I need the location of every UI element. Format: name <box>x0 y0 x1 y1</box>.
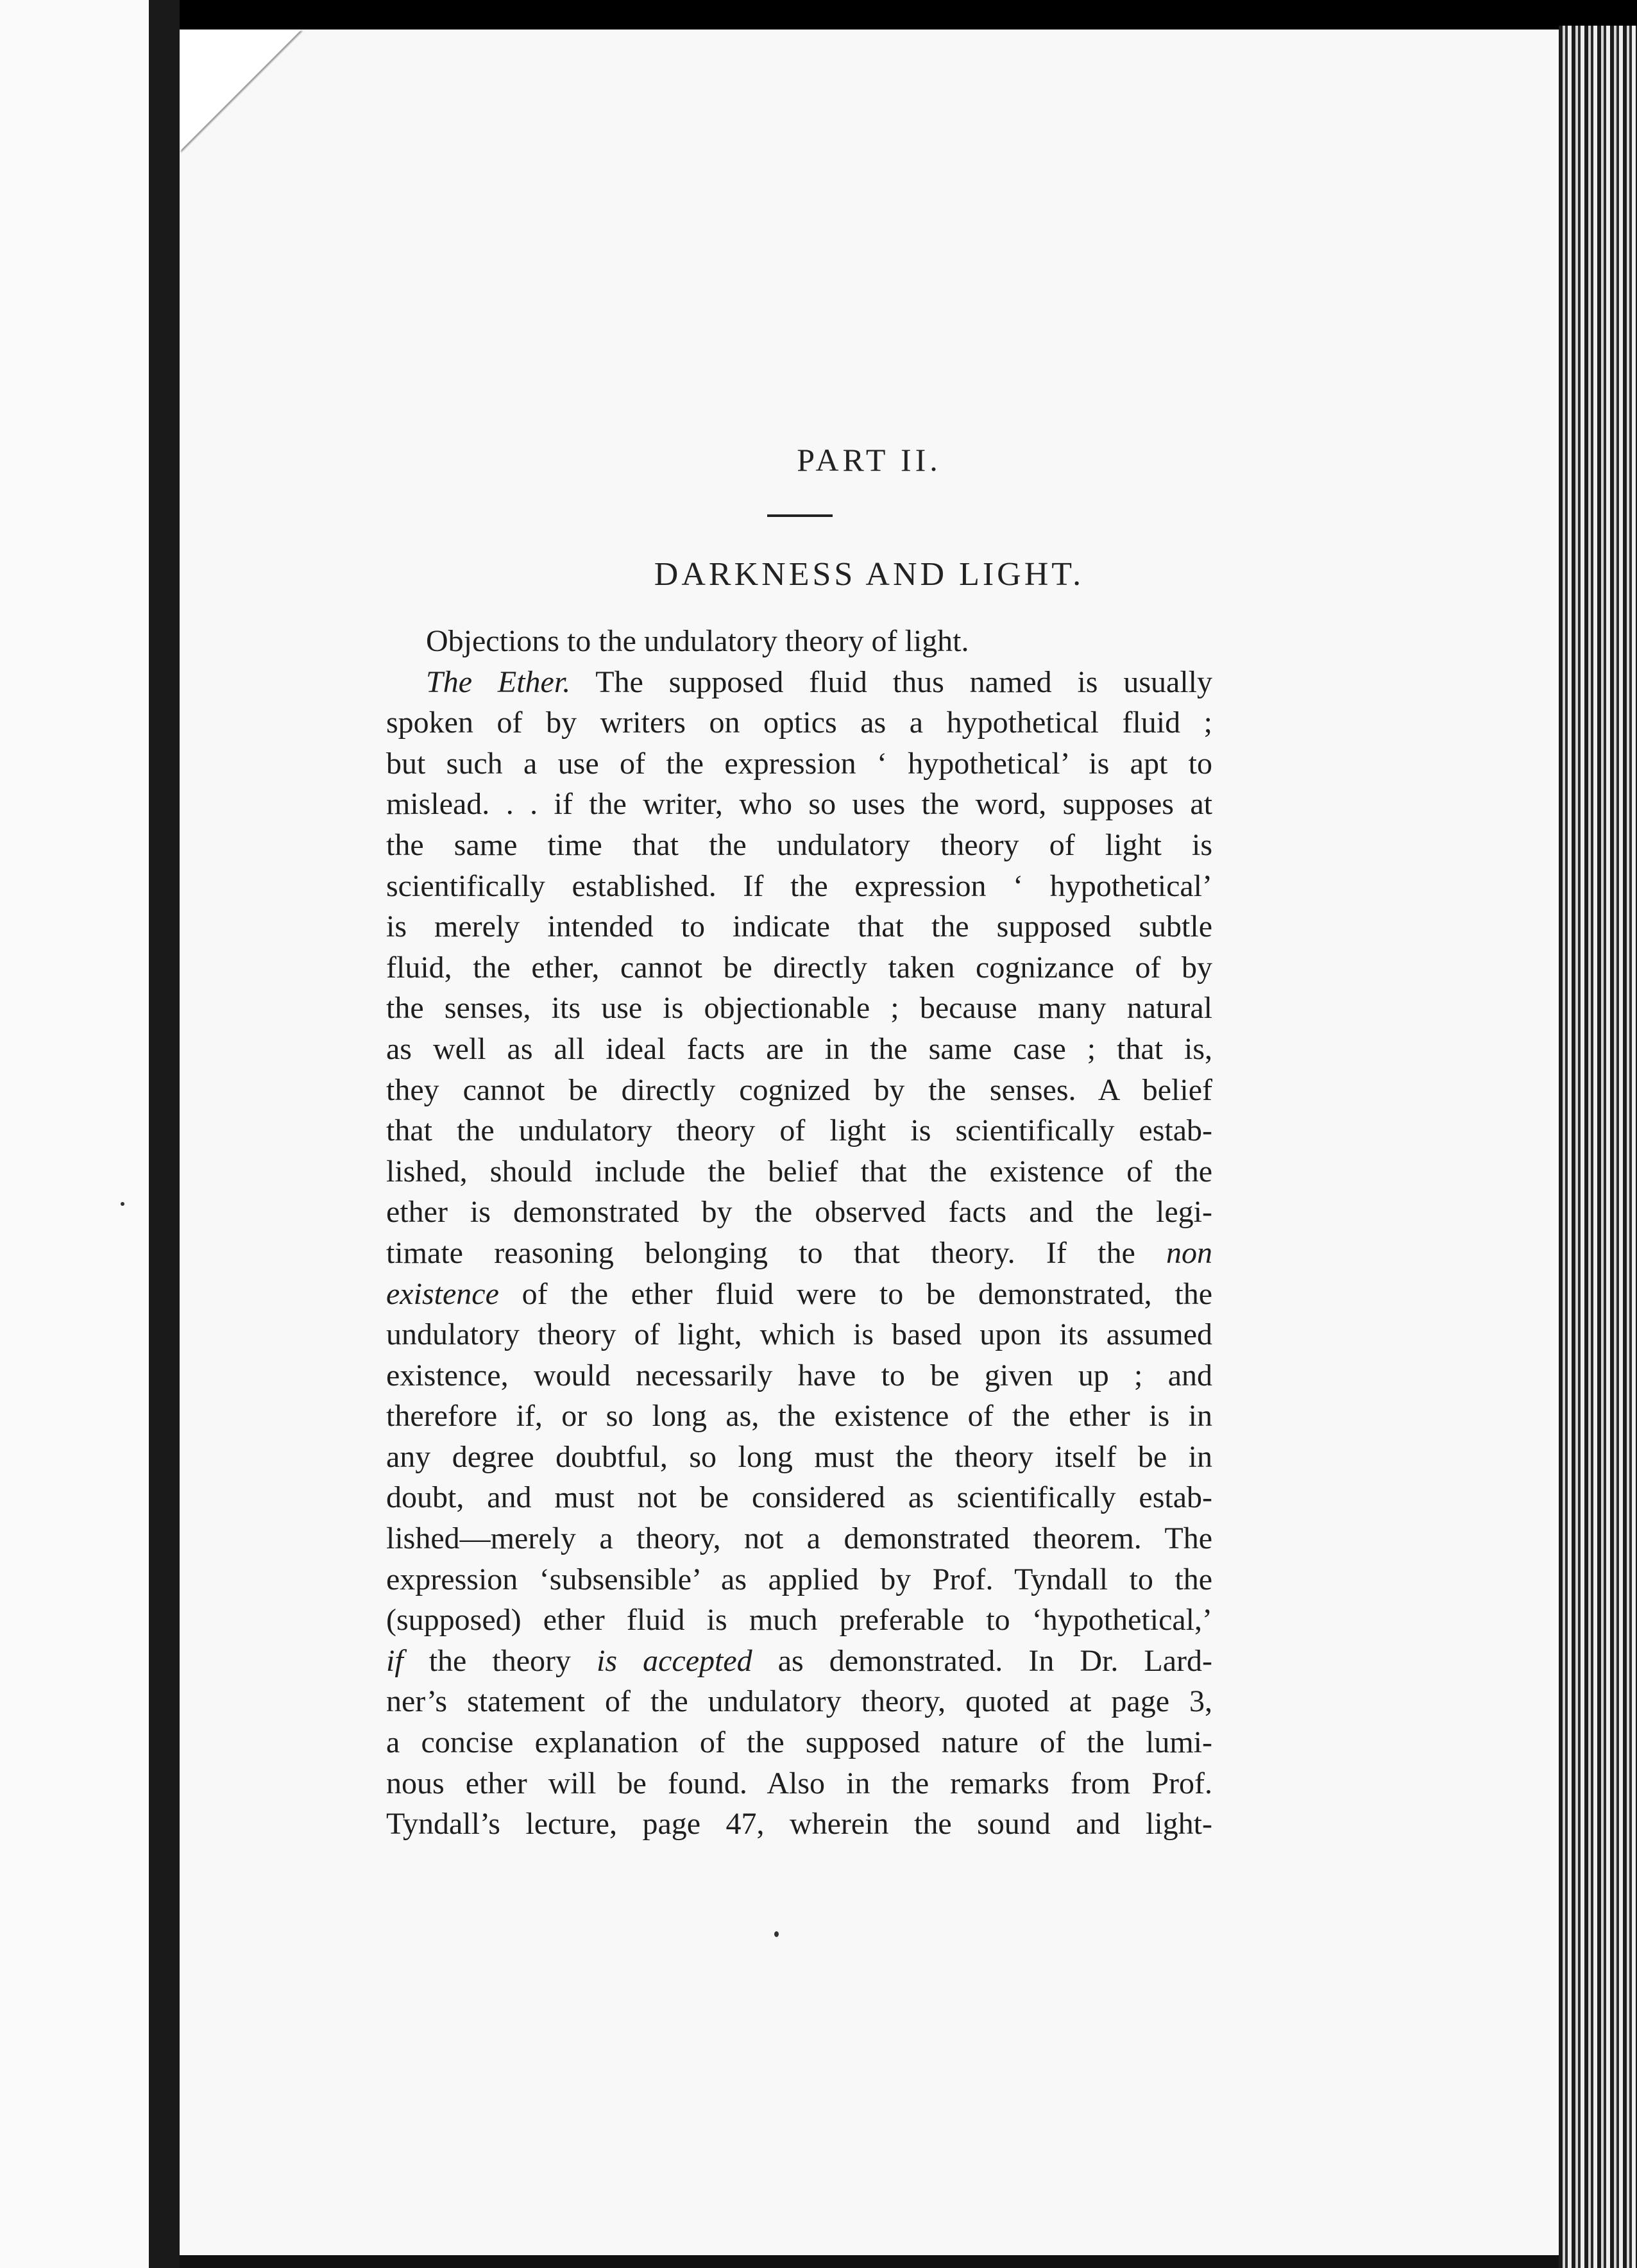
text-line: a concise explanation of the supposed nature of the lumi- <box>386 1725 1212 1760</box>
page-corner-fold <box>180 30 301 151</box>
text-line: spoken of by writers on optics as a hypothetical fluid ; <box>386 706 1212 740</box>
text-line: Objections to the undulatory theory of light. <box>426 624 969 658</box>
text-line: scientifically established. If the expression ‘ hypothetical’ <box>386 868 1212 903</box>
text-line: (supposed) ether fluid is much preferable to ‘hypothetical,’ <box>386 1603 1212 1638</box>
text-line <box>386 1233 1212 1274</box>
text-line: ner’s statement of the undulatory theory, quoted at page 3, <box>386 1684 1212 1719</box>
text-line: nous ether will be found. Also in the remarks from Prof. <box>386 1766 1212 1800</box>
text-line: ether is demonstrated by the observed facts and the legi- <box>386 1195 1212 1230</box>
text-line: is merely intended to indicate that the supposed subtle <box>386 910 1212 944</box>
ink-speck <box>774 1931 779 1937</box>
text-line <box>386 662 1212 703</box>
text-line: Tyndall’s lecture, page 47, wherein the sound and light- <box>386 1807 1212 1841</box>
text-line <box>386 1274 1212 1315</box>
part-heading: PART II. <box>797 442 942 478</box>
text-line <box>386 1641 1212 1682</box>
text-line: but such a use of the expression ‘ hypothetical’ is apt to <box>386 746 1212 781</box>
text-line: any degree doubtful, so long must the theory itself be in <box>386 1439 1212 1474</box>
text-line: the same time that the undulatory theory of light is <box>386 827 1212 862</box>
text-segment: of the ether fluid were to be demonstrated, the <box>498 1276 1212 1311</box>
italic-text: is accepted <box>597 1643 752 1678</box>
text-segment: the theory <box>403 1643 597 1678</box>
italic-text: existence <box>386 1276 499 1311</box>
italic-text: The Ether. <box>426 664 571 699</box>
text-line: doubt, and must not be considered as scientifically estab- <box>386 1480 1212 1515</box>
body-text <box>386 621 1212 1845</box>
ink-speck <box>121 1202 124 1206</box>
text-line: fluid, the ether, cannot be directly taken cognizance of by <box>386 950 1212 985</box>
text-segment: timate reasoning belonging to that theory. If the <box>386 1235 1166 1270</box>
text-segment: The supposed fluid thus named is usually <box>570 664 1212 699</box>
text-line: as well as all ideal facts are in the same case ; that is, <box>386 1031 1212 1066</box>
heading-rule <box>767 514 833 517</box>
text-line: expression ‘subsensible’ as applied by Prof. Tyndall to the <box>386 1562 1212 1596</box>
book-gutter <box>149 0 180 2268</box>
text-line: they cannot be directly cognized by the senses. A belief <box>386 1072 1212 1107</box>
left-blank-leaf <box>0 0 167 2268</box>
italic-text: non <box>1166 1235 1212 1270</box>
text-line: mislead. . . if the writer, who so uses the word, supposes at <box>386 787 1212 822</box>
page-edges <box>1559 26 1637 2268</box>
text-line: that the undulatory theory of light is scientifically estab- <box>386 1113 1212 1148</box>
italic-text: if <box>386 1643 403 1678</box>
text-line: therefore if, or so long as, the existence of the ether is in <box>386 1399 1212 1434</box>
text-line: undulatory theory of light, which is based upon its assumed <box>386 1317 1212 1352</box>
text-line: existence, would necessarily have to be given up ; and <box>386 1358 1212 1392</box>
section-title: DARKNESS AND LIGHT. <box>654 556 1085 593</box>
text-line: the senses, its use is objectionable ; because many natural <box>386 991 1212 1026</box>
text-segment: as demonstrated. In Dr. Lard- <box>752 1643 1212 1678</box>
text-line: lished—merely a theory, not a demonstrated theorem. The <box>386 1521 1212 1556</box>
bottom-shadow <box>180 2255 1559 2268</box>
text-line: lished, should include the belief that the existence of the <box>386 1154 1212 1189</box>
